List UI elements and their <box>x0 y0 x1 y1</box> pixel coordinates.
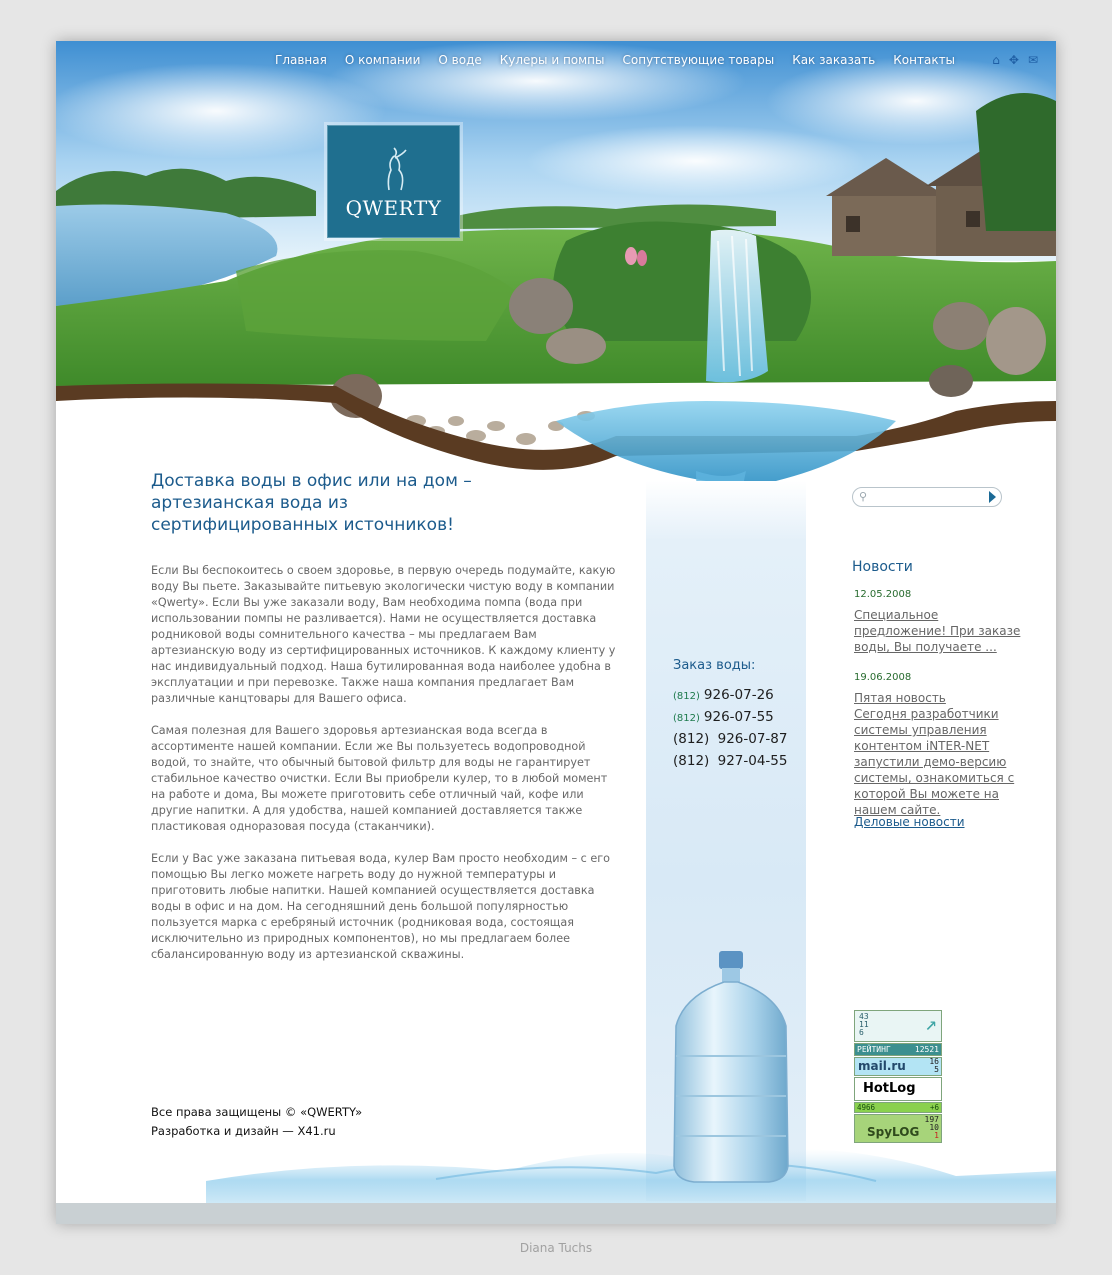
phone-code: (812) <box>673 753 710 769</box>
news-item <box>854 589 1024 655</box>
phone-number: 926-07-26 <box>703 687 774 703</box>
footer-copyright <box>151 1103 362 1141</box>
copyright-text: Все права защищены © «QWERTY» <box>151 1105 363 1119</box>
phone-row <box>673 753 813 769</box>
logo[interactable] <box>327 125 460 238</box>
phone-row <box>673 687 813 703</box>
water-bottle-illustration <box>664 946 799 1186</box>
search-box <box>852 487 1002 507</box>
article-body <box>151 563 621 979</box>
news-date: 19.06.2008 <box>854 672 912 683</box>
article-paragraph: Если у Вас уже заказана питьевая вода, кулер Вам просто необходим – с его помощью Вы легко можете нагреть воду до нужной температуры и приготовить любые напитки. Нашей компанией осуществляется доставка воды в офис и на дом. На сегодняшний день большой популярностью пользуется марка с еребряный источник (родниковая вода, состоящая исключительно из природных компонентов), но мы предлагаем более сбалансированную воду из артезианской скважины. <box>151 852 610 961</box>
news-link[interactable]: Пятая новость <box>854 691 946 705</box>
phone-number: 927-04-55 <box>717 753 788 769</box>
header-scene <box>56 41 1056 501</box>
page-headline: Доставка воды в офис или на дом – артезианская вода из сертифицированных источников! <box>151 471 472 535</box>
news-link[interactable]: Специальное предложение! При заказе воды, Вы получаете ... <box>854 608 1021 654</box>
arrow-icon: ↗ <box>924 1011 937 1035</box>
nav-contacts[interactable]: Контакты <box>893 53 956 67</box>
counter-digits: 43 11 6 <box>859 1012 869 1037</box>
nav-about[interactable]: О компании <box>344 53 421 67</box>
footer-strip <box>56 1203 1056 1224</box>
mailru-counter[interactable]: mail.ru 16 5 <box>854 1057 942 1076</box>
spylog-logo: SpyLOG <box>867 1125 920 1139</box>
sitemap-icon[interactable]: ✥ <box>1008 53 1019 67</box>
news-date: 12.05.2008 <box>854 589 912 600</box>
mailru-logo: mail.ru <box>858 1059 906 1073</box>
nav-water[interactable]: О воде <box>438 53 482 67</box>
rating-counter[interactable]: РЕЙТИНГ 12521 <box>854 1043 942 1056</box>
logo-figure-icon <box>379 146 409 192</box>
phone-number: 926-07-55 <box>703 709 774 725</box>
spylog-counter[interactable]: SpyLOG 197 10 1 <box>854 1114 942 1143</box>
phone-code: (812) <box>673 691 700 702</box>
article-paragraph: Если Вы беспокоитесь о своем здоровье, в первую очередь подумайте, какую воду Вы пьете. Заказывайте питьевую экологически чистую воду в компании «Qwerty». Если Вы уже заказали воду, Вам необходима помпа (вода при использовании помпы не разливается). Нами не осуществляется доставка родниковой воды сомнительного качества – мы предлагаем Вам артезианскую воду из сертифицированных источников. К каждому клиенту у нас индивидуальный подход. Наша бутилированная вода наиболее удобна в эксплуатации и при перевозке. Также наша компания предлагает Вам различные канцтовары для Вашего офиса. <box>151 564 616 705</box>
page <box>56 41 1056 1224</box>
phone-code: (812) <box>673 731 710 747</box>
logo-text: QWERTY <box>345 196 442 220</box>
nav-home[interactable]: Главная <box>275 53 327 67</box>
news-text[interactable]: Сегодня разработчики системы управления контентом iNTER-NET запустили демо-версию системы, ознакомиться с которой Вы можете на нашем сайте. <box>854 707 1015 817</box>
design-credit: Разработка и дизайн — X41.ru <box>151 1124 336 1138</box>
nav-how-to-order[interactable]: Как заказать <box>792 53 876 67</box>
landscape-illustration <box>56 41 1056 501</box>
hotlog-counter[interactable] <box>854 1077 942 1101</box>
header-icons <box>992 54 1038 66</box>
order-title: Заказ воды: <box>673 658 756 673</box>
search-input[interactable] <box>873 489 983 503</box>
phone-number: 926-07-87 <box>717 731 788 747</box>
search-submit-icon[interactable] <box>989 491 996 503</box>
order-phones <box>673 658 813 775</box>
news-item <box>854 672 1024 818</box>
hotlog-stats: 4966 +6 <box>854 1102 942 1113</box>
liveinternet-counter[interactable] <box>854 1010 942 1042</box>
home-icon[interactable]: ⌂ <box>992 53 1000 67</box>
hotlog-logo: HotLog <box>863 1081 916 1096</box>
mail-icon[interactable]: ✉ <box>1027 53 1038 67</box>
article-paragraph: Самая полезная для Вашего здоровья артезианская вода всегда в ассортименте нашей компании. Если же Вы пользуетесь водопроводной водой, то знайте, что обычный бытовой фильтр для воды не гарантирует стабильное качество очистки. Если Вы приобрели кулер, то в любой момент на работе и дома, Вы можете приготовить себе отличный чай, кофе или другие напитки. А для удобства, нашей компанией доставляется также пластиковая одноразовая посуда (стаканчики). <box>151 724 608 833</box>
nav-goods[interactable]: Сопутствующие товары <box>622 53 775 67</box>
phone-code: (812) <box>673 713 700 724</box>
phone-row <box>673 731 813 747</box>
nav-coolers[interactable]: Кулеры и помпы <box>499 53 605 67</box>
search-icon: ⚲ <box>859 490 868 503</box>
business-news-link[interactable]: Деловые новости <box>854 815 965 829</box>
phone-row <box>673 709 813 725</box>
author-caption: Diana Tuchs <box>519 1241 593 1255</box>
main-nav <box>266 53 964 67</box>
news-title: Новости <box>852 559 913 575</box>
